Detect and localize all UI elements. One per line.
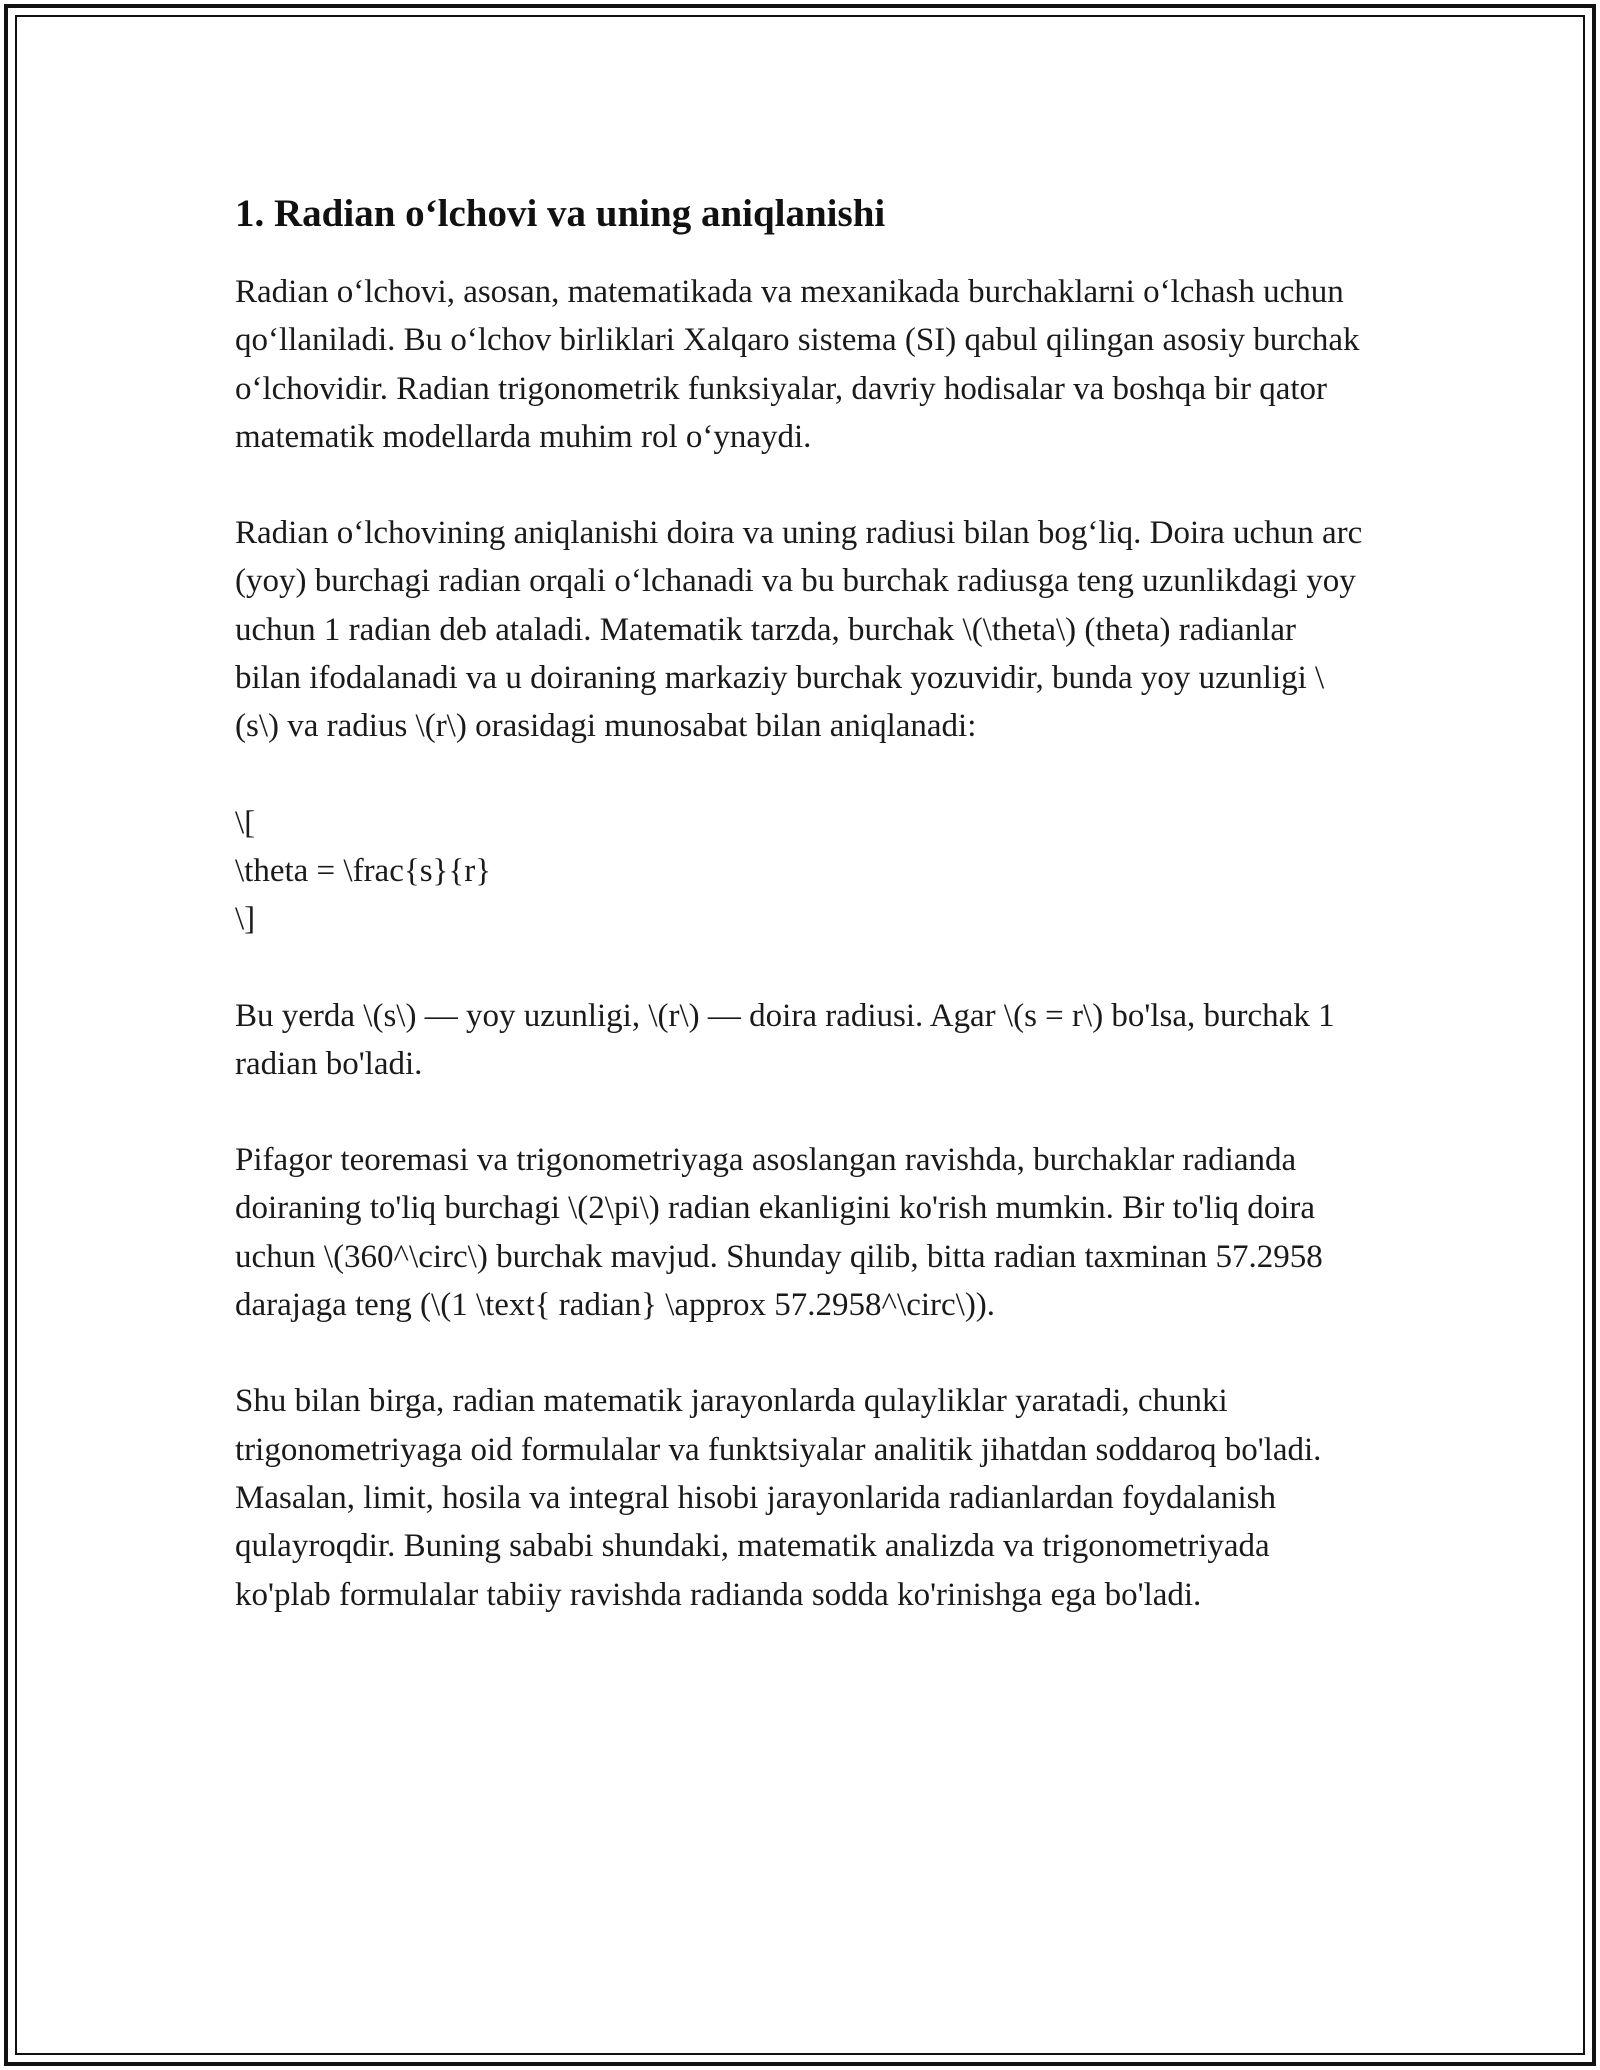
document-body [235, 186, 1365, 1667]
formula-body: \theta = \frac{s}{r} [235, 852, 492, 889]
paragraph-advantages: Shu bilan birga, radian matematik jarayonlarda qulayliklar yaratadi, chunki trigonometriyaga oid formulalar va funktsiyalar analitik jihatdan soddaroq bo'ladi. Masalan, limit, hosila va integral hisobi jarayonlarida radianlardan foydalanish qulayroqdir. Buning sababi shundaki, matematik analizda va trigonometriyada ko'plab formulalar tabiiy ravishda radianda sodda ko'rinishga ega bo'ladi. [235, 1383, 1322, 1613]
formula-close-delimiter: \] [235, 901, 256, 938]
paragraph-explanation: Bu yerda \(s\) — yoy uzunligi, \(r\) — doira radiusi. Agar \(s = r\) bo'lsa, burchak 1 radian bo'ladi. [235, 997, 1335, 1082]
paragraph-full-circle: Pifagor teoremasi va trigonometriyaga asoslangan ravishda, burchaklar radianda doiraning to'liq burchagi \(2\pi\) radian ekanligini ko'rish mumkin. Bir to'liq doira uchun \(360^\circ\) burchak mavjud. Shunday qilib, bitta radian taxminan 57.2958 darajaga teng (\(1 \text{ radian} \approx 57.2958^\circ\)). [235, 1142, 1323, 1324]
paragraph-intro: Radian o‘lchovi, asosan, matematikada va mexanikada burchaklarni o‘lchash uchun qo‘llaniladi. Bu o‘lchov birliklari Xalqaro sistema (SI) qabul qilingan asosiy burchak o‘lchovidir. Radian trigonometrik funksiyalar, davriy hodisalar va boshqa bir qator matematik modellarda muhim rol o‘ynaydi. [235, 274, 1360, 455]
formula-open-delimiter: \[ [235, 804, 256, 841]
display-formula [235, 799, 1365, 944]
section-heading: 1. Radian o‘lchovi va uning aniqlanishi [235, 192, 886, 235]
paragraph-definition: Radian o‘lchovining aniqlanishi doira va uning radiusi bilan bog‘liq. Doira uchun arc (yoy) burchagi radian orqali o‘lchanadi va bu burchak radiusga teng uzunlikdagi yoy uchun 1 radian deb ataladi. Matematik tarzda, burchak \(\theta\) (theta) radianlar bilan ifodalanadi va u doiraning markaziy burchak yozuvidir, bunda yoy uzunligi \(s\) va radius \(r\) orasidagi munosabat bilan aniqlanadi: [235, 515, 1363, 745]
